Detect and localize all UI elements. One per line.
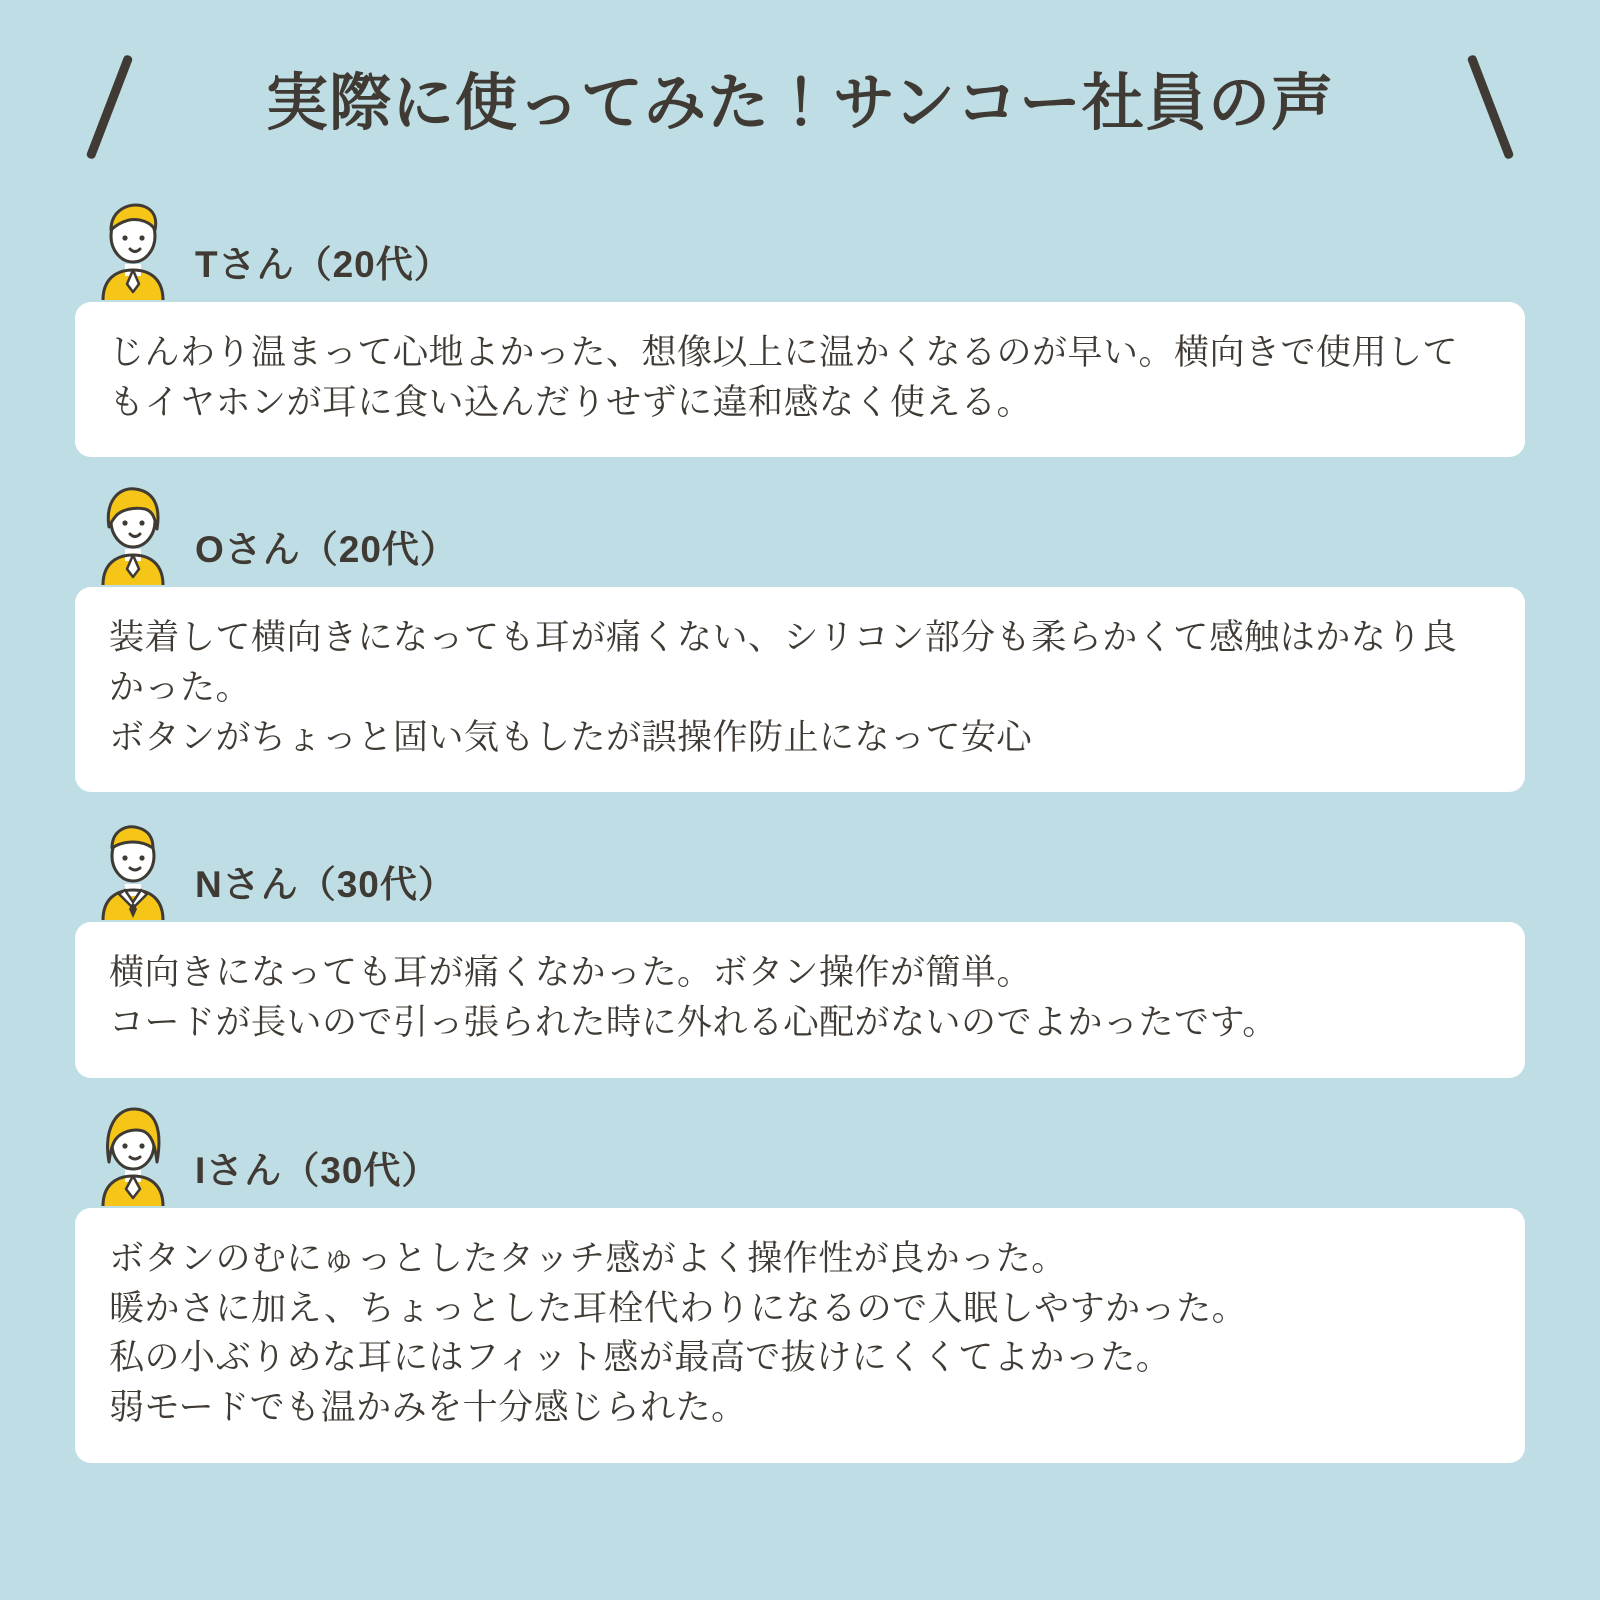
review-card bbox=[75, 302, 1525, 457]
title-left-slash-decoration bbox=[86, 54, 134, 160]
reviewer-name: Nさん（30代） bbox=[195, 864, 456, 906]
review-line: ボタンがちょっと固い気もしたが誤操作防止になって安心 bbox=[109, 717, 1033, 757]
review-item bbox=[75, 1096, 1525, 1463]
title-right-slash-decoration bbox=[1467, 54, 1515, 160]
reviewer-header bbox=[75, 475, 1525, 587]
reviewer-header bbox=[75, 810, 1525, 922]
review-card bbox=[75, 1208, 1525, 1463]
person-avatar-short-hair-icon bbox=[85, 194, 181, 302]
person-avatar-suit-icon bbox=[85, 814, 181, 922]
review-item bbox=[75, 190, 1525, 457]
reviewer-name: Tさん（20代） bbox=[195, 244, 452, 285]
review-item bbox=[75, 810, 1525, 1077]
reviewer-header bbox=[75, 1096, 1525, 1208]
review-line: 弱モードでも温かみを十分感じられた。 bbox=[109, 1387, 747, 1427]
person-avatar-long-hair-icon bbox=[85, 1100, 181, 1208]
reviewer-header bbox=[75, 190, 1525, 302]
review-card bbox=[75, 922, 1525, 1077]
review-line: コードが長いので引っ張られた時に外れる心配がないのでよかったです。 bbox=[109, 1003, 1278, 1043]
review-line: 装着して横向きになっても耳が痛くない、シリコン部分も柔らかくて感触はかなり良かった。 bbox=[109, 618, 1458, 708]
review-line: ボタンのむにゅっとしたタッチ感がよく操作性が良かった。 bbox=[109, 1238, 1067, 1278]
review-card bbox=[75, 587, 1525, 792]
review-line: 横向きになっても耳が痛くなかった。ボタン操作が簡単。 bbox=[109, 953, 1033, 993]
review-item bbox=[75, 475, 1525, 792]
reviewer-name: Iさん（30代） bbox=[195, 1149, 440, 1191]
reviewer-name: Oさん（20代） bbox=[195, 529, 458, 571]
review-line: じんわり温まって心地よかった、想像以上に温かくなるのが早い。横向きで使用してもイヤホンが耳に食い込んだりせずに違和感なく使える。 bbox=[109, 333, 1459, 422]
page-title: 実際に使ってみた！サンコー社員の声 bbox=[266, 69, 1334, 138]
review-line: 私の小ぶりめな耳にはフィット感が最高で抜けにくくてよかった。 bbox=[109, 1338, 1172, 1378]
page-title-block bbox=[75, 0, 1525, 190]
review-line: 暖かさに加え、ちょっとした耳栓代わりになるので入眠しやすかった。 bbox=[109, 1288, 1248, 1328]
person-avatar-bob-hair-icon bbox=[85, 479, 181, 587]
